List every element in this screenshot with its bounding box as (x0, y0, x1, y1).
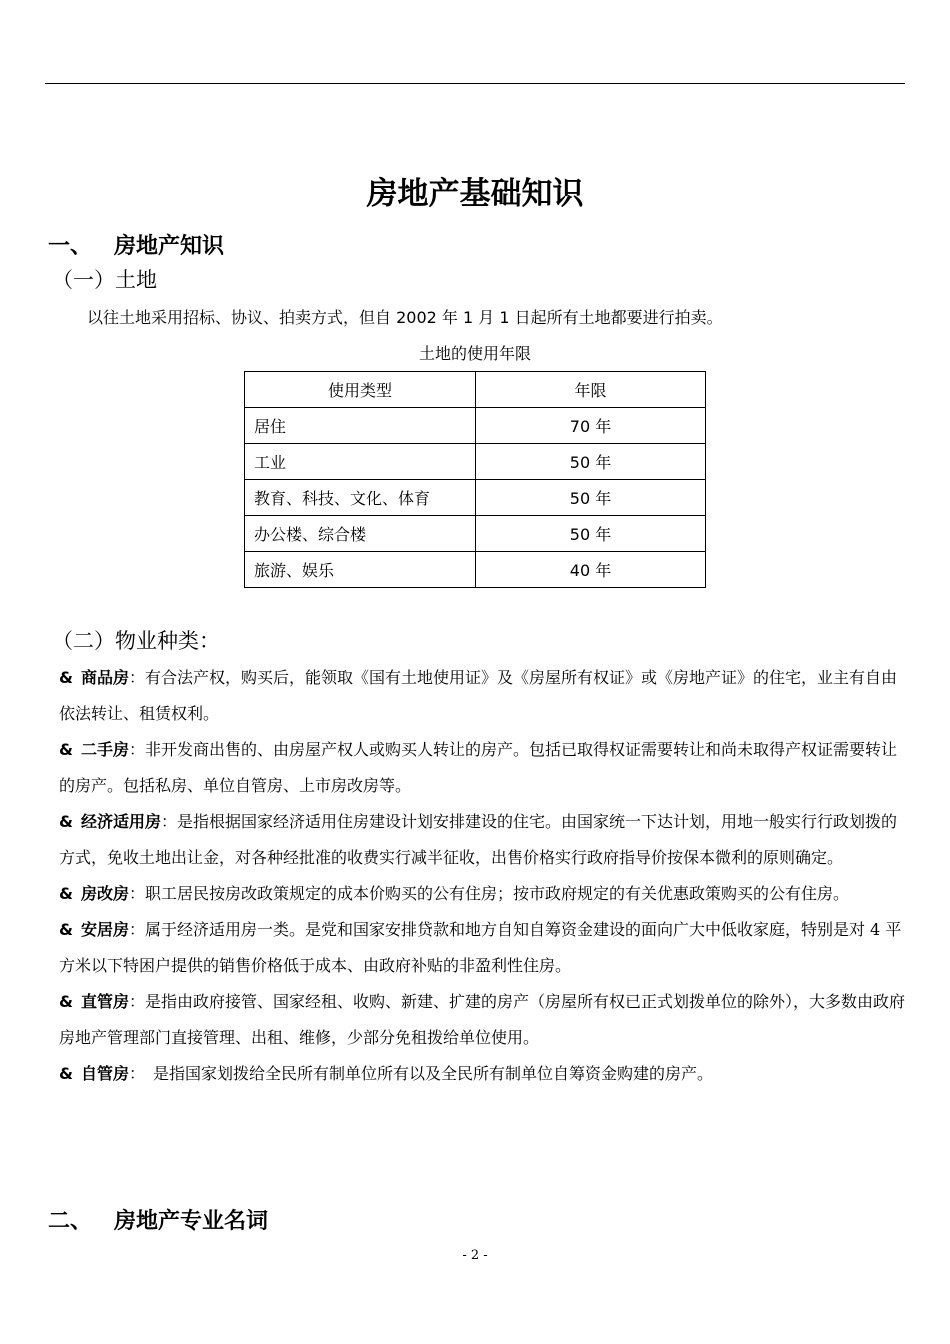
table-row (245, 444, 706, 480)
item-term: 安居房 (80, 920, 129, 939)
item-text: ：非开发商出售的、由房屋产权人或购买人转让的房产。包括已取得权证需要转让和尚未取得产权证需要转让的房产。包括私房、单位自管房、上市房改房等。 (59, 740, 897, 795)
page-number: - 2 - (462, 1248, 488, 1263)
item-term: 房改房 (80, 884, 129, 903)
item-term: 商品房 (80, 668, 129, 687)
table-cell-years: 70 年 (476, 408, 706, 444)
table-cell-type: 居住 (245, 408, 476, 444)
bullet-symbol: & (59, 920, 73, 939)
table-header-row (245, 372, 706, 408)
page-title: 房地产基础知识 (366, 176, 584, 212)
item-text: ：是指根据国家经济适用住房建设计划安排建设的住宅。由国家统一下达计划，用地一般实行行政划拨的方式，免收土地出让金，对各种经批准的收费实行减半征收，出售价格实行政府指导价按保本微利的原则确定。 (59, 812, 897, 867)
section-heading-2 (48, 1204, 268, 1235)
bullet-symbol: & (59, 740, 73, 759)
section-heading-1 (48, 229, 224, 260)
list-item (59, 732, 907, 804)
table-header-cell: 使用类型 (245, 372, 476, 408)
item-text: ：职工居民按房改政策规定的成本价购买的公有住房；按市政府规定的有关优惠政策购买的公有住房。 (128, 884, 849, 903)
bullet-symbol: & (59, 1064, 73, 1083)
property-type-list (59, 660, 907, 1092)
item-term: 二手房 (80, 740, 129, 759)
subheading-land: （一）土地 (52, 268, 157, 292)
bullet-symbol: & (59, 992, 73, 1011)
table-cell-type: 教育、科技、文化、体育 (245, 480, 476, 516)
table-cell-type: 工业 (245, 444, 476, 480)
table-cell-type: 办公楼、综合楼 (245, 516, 476, 552)
table-row (245, 552, 706, 588)
item-term: 自管房 (80, 1064, 129, 1083)
list-item (59, 804, 907, 876)
item-term: 经济适用房 (80, 812, 161, 831)
bullet-symbol: & (59, 668, 73, 687)
land-use-table (244, 371, 706, 588)
item-text: ： 是指国家划拨给全民所有制单位所有以及全民所有制单位自筹资金购建的房产。 (128, 1064, 713, 1083)
bullet-symbol: & (59, 812, 73, 831)
section-number: 一、 (48, 234, 93, 259)
section-title: 房地产专业名词 (114, 1209, 269, 1234)
bullet-symbol: & (59, 884, 73, 903)
intro-paragraph: 以往土地采用招标、协议、拍卖方式，但自 2002 年 1 月 1 日起所有土地都要进行拍卖。 (87, 308, 723, 327)
table-cell-years: 50 年 (476, 480, 706, 516)
item-text: ：属于经济适用房一类。是党和国家安排贷款和地方自知自筹资金建设的面向广大中低收家庭，特别是对 4 平方米以下特困户提供的销售价格低于成本、由政府补贴的非盈利性住房。 (59, 920, 902, 975)
section-number: 二、 (48, 1209, 93, 1234)
table-cell-years: 40 年 (476, 552, 706, 588)
table-cell-type: 旅游、娱乐 (245, 552, 476, 588)
list-item (59, 1056, 907, 1092)
table-row (245, 516, 706, 552)
item-text: ：有合法产权，购买后，能领取《国有土地使用证》及《房屋所有权证》或《房地产证》的住宅，业主有自由依法转让、租赁权利。 (59, 668, 897, 723)
table-cell-years: 50 年 (476, 444, 706, 480)
list-item (59, 912, 907, 984)
table-header-cell: 年限 (476, 372, 706, 408)
table-caption: 土地的使用年限 (418, 344, 531, 363)
item-term: 直管房 (80, 992, 129, 1011)
header-rule (45, 83, 905, 84)
list-item (59, 660, 907, 732)
table-cell-years: 50 年 (476, 516, 706, 552)
list-item (59, 984, 907, 1056)
list-item (59, 876, 907, 912)
table-row (245, 480, 706, 516)
item-text: ：是指由政府接管、国家经租、收购、新建、扩建的房产（房屋所有权已正式划拨单位的除外），大多数由政府房地产管理部门直接管理、出租、维修，少部分免租拨给单位使用。 (59, 992, 905, 1047)
section-title: 房地产知识 (114, 234, 225, 259)
subheading-property-types: （二）物业种类： (52, 629, 220, 653)
table-row (245, 408, 706, 444)
